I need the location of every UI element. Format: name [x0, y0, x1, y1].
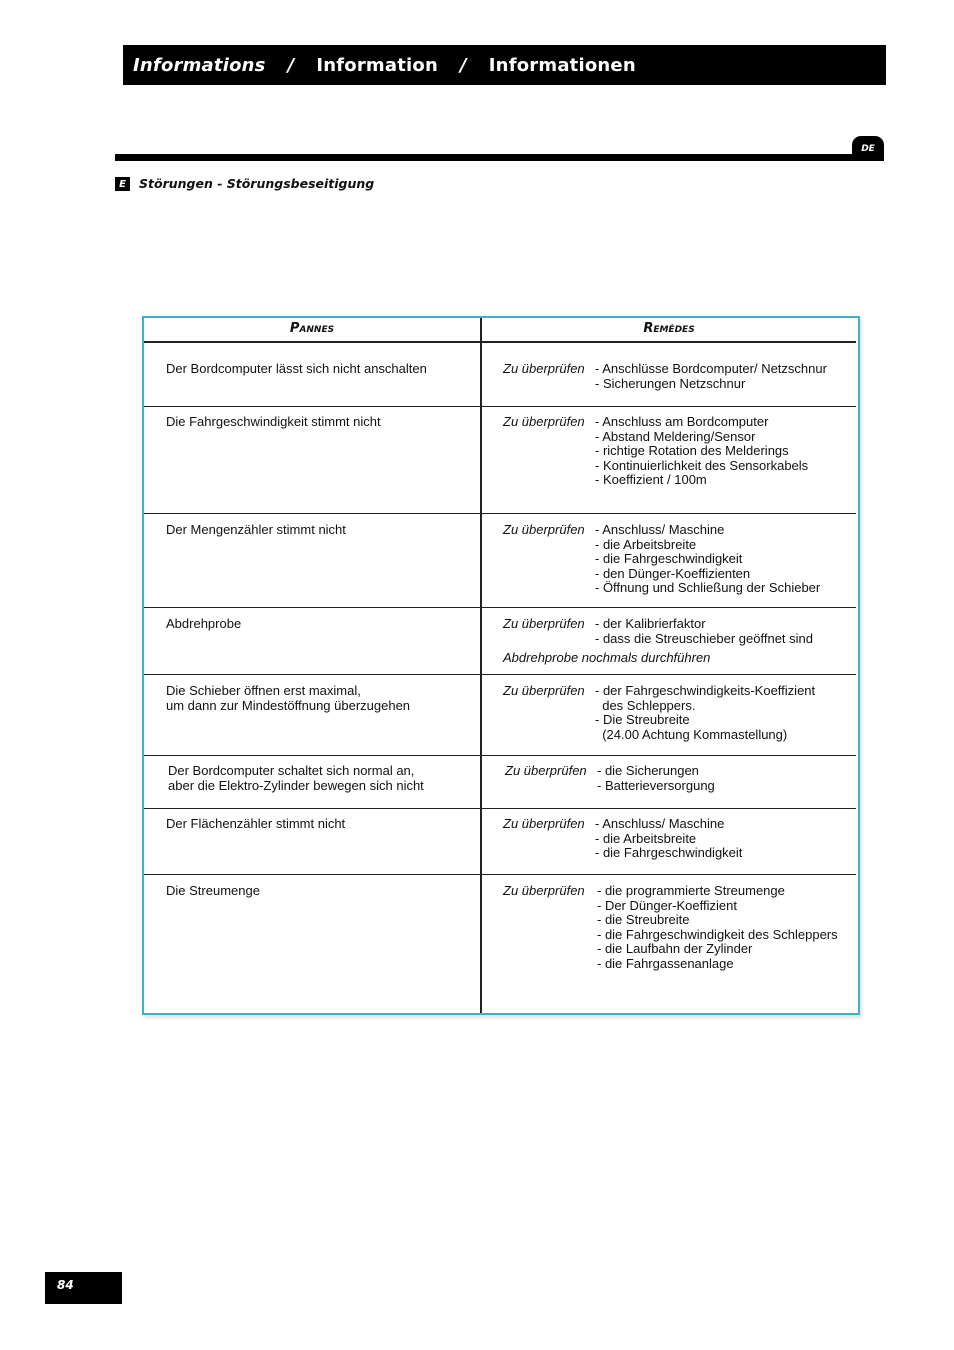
- problem-cell: Der Bordcomputer lässt sich nicht anschalten: [166, 361, 427, 376]
- column-header-pannes: Pannes: [289, 321, 335, 336]
- problem-cell: Die Fahrgeschwindigkeit stimmt nicht: [166, 414, 381, 429]
- check-label: Zu überprüfen: [503, 414, 585, 429]
- problem-cell: Der Bordcomputer schaltet sich normal an, aber die Elektro-Zylinder bewegen sich nicht: [168, 763, 424, 793]
- header-separator: /: [460, 54, 467, 76]
- check-label: Zu überprüfen: [503, 816, 585, 831]
- header-title-en: Information: [316, 54, 438, 76]
- check-label: Zu überprüfen: [503, 522, 585, 537]
- row-separator: [144, 513, 856, 514]
- header-separator: /: [287, 54, 295, 76]
- check-label: Zu überprüfen: [503, 683, 585, 698]
- header-separator-line: [144, 341, 856, 343]
- header-bar: [123, 45, 886, 85]
- language-badge: DE: [852, 136, 884, 161]
- row-separator: [144, 808, 856, 809]
- problem-cell: Die Schieber öffnen erst maximal, um dann zur Mindestöffnung überzugehen: [166, 683, 411, 713]
- section-marker: E: [115, 177, 130, 191]
- check-label: Zu überprüfen: [503, 883, 585, 898]
- problem-cell: Der Mengenzähler stimmt nicht: [166, 522, 346, 537]
- check-label: Zu überprüfen: [505, 763, 587, 778]
- problem-cell: Die Streumenge: [166, 883, 260, 898]
- column-divider: [480, 318, 482, 1013]
- header-title-fr: Informations: [133, 54, 266, 76]
- troubleshooting-table: [142, 316, 860, 1015]
- row-separator: [144, 607, 856, 608]
- row-separator: [144, 874, 856, 875]
- problem-cell: Abdrehprobe: [166, 616, 242, 631]
- remedy-list: - der Kalibrierfaktor - dass die Streuschieber geöffnet sind: [595, 616, 814, 646]
- remedy-note: Abdrehprobe nochmals durchführen: [503, 650, 711, 665]
- remedy-list: - Anschluss am Bordcomputer - Abstand Meldering/Sensor - richtige Rotation des Melderings - Kontinuierlichkeit des Sensorkabels - Koeffizient / 100m: [595, 414, 809, 488]
- remedy-list: - der Fahrgeschwindigkeits-Koeffizient des Schleppers. - Die Streubreite (24.00 Achtung Kommastellung): [595, 683, 816, 742]
- row-separator: [144, 674, 856, 675]
- problem-cell: Der Flächenzähler stimmt nicht: [166, 816, 346, 831]
- header-title-de: Informationen: [488, 54, 636, 76]
- remedy-list: - die Sicherungen - Batterieversorgung: [597, 763, 715, 793]
- check-label: Zu überprüfen: [503, 616, 585, 631]
- remedy-list: - Anschlüsse Bordcomputer/ Netzschnur - Sicherungen Netzschnur: [595, 361, 827, 391]
- remedy-list: - die programmierte Streumenge - Der Dünger-Koeffizient - die Streubreite - die Fahrgeschwindigkeit des Schleppers - die Laufbahn der Zylinder - die Fahrgassenanlage: [597, 883, 838, 971]
- row-separator: [144, 755, 856, 756]
- section-title: Störungen - Störungsbeseitigung: [139, 176, 375, 191]
- remedy-list: - Anschluss/ Maschine - die Arbeitsbreite - die Fahrgeschwindigkeit - den Dünger-Koeffizienten - Öffnung und Schließung der Schieber: [595, 522, 821, 596]
- column-header-remedes: Remèdes: [643, 321, 695, 336]
- row-separator: [144, 406, 856, 407]
- page-number: 84: [45, 1272, 122, 1304]
- remedy-list: - Anschluss/ Maschine - die Arbeitsbreite - die Fahrgeschwindigkeit: [595, 816, 743, 861]
- check-label: Zu überprüfen: [503, 361, 585, 376]
- horizontal-rule: [115, 154, 884, 161]
